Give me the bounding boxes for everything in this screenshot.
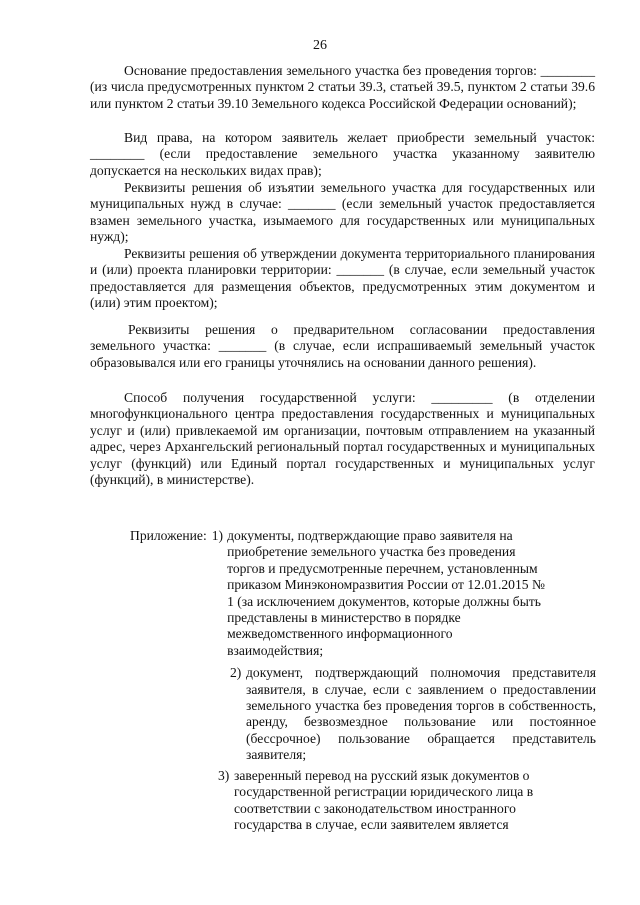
- paragraph-service-method: [90, 390, 595, 488]
- appendix-block: [130, 528, 600, 833]
- appendix-item-text: заверенный перевод на русский язык документов о государственной регистрации юридического лица в соответствии с законодательством иностранного государства в случае, если заявителем является: [234, 767, 534, 832]
- paragraph-text: Реквизиты решения о предварительном согласовании предоставления земельного участка: _______ (в случае, если испрашиваемый земельный участок образовывался или его границы уточнялись на основании данного решения).: [90, 322, 595, 370]
- paragraph-basis: [90, 63, 595, 112]
- appendix-item-number: 1): [211, 528, 224, 543]
- appendix-item-3: [130, 768, 600, 834]
- paragraph-planning-document: [90, 246, 595, 312]
- appendix-label: Приложение:: [130, 528, 207, 543]
- appendix-item-text: документы, подтверждающие право заявителя на приобретение земельного участка без проведения торгов и предусмотренные перечнем, установленным приказом Минэкономразвития России от 12.01.2015 № 1 (за исключением документов, которые должны быть представлены в министерство в порядке межведомственного информационного взаимодействия;: [227, 528, 545, 658]
- paragraph-text: Основание предоставления земельного участка без проведения торгов: ________ (из числа предусмотренных пунктом 2 статьи 39.3, статьей 39.5, пунктом 2 статьи 39.6 или пунктом 2 статьи 39.10 Земельного кодекса Российской Федерации оснований);: [90, 63, 595, 111]
- appendix-item-1: [130, 528, 600, 659]
- appendix-item-number: 2): [230, 665, 242, 681]
- appendix-item-text: документ, подтверждающий полномочия представителя заявителя, в случае, если с заявлением о предоставлении земельного участка без проведения торгов в собственность, аренду, безвозмездное пользование или постоянное (бессрочное) пользование обращается представитель заявителя;: [246, 665, 596, 763]
- paragraph-right-type: [90, 130, 595, 179]
- paragraph-text: Вид права, на котором заявитель желает приобрести земельный участок: ________ (если предоставление земельного участка указанному заявителю допускается на нескольких видах прав);: [90, 130, 595, 178]
- paragraph-seizure-decision: [90, 180, 595, 246]
- appendix-item-2: [130, 665, 600, 763]
- appendix-item-number: 3): [218, 767, 230, 783]
- paragraph-text: Реквизиты решения об изъятии земельного участка для государственных или муниципальных нужд в случае: _______ (если земельный участок предоставляется взамен земельного участка, изымаемого для государственных или муниципальных нужд);: [90, 180, 595, 245]
- page-number: 26: [313, 38, 327, 53]
- paragraph-preliminary-approval: [90, 322, 595, 371]
- paragraph-text: Реквизиты решения об утверждении документа территориального планирования и (или) проекта планировки территории: _______ (в случае, если земельный участок предоставляется для размещения объектов, предусмотренных этим документом и (или) этим проектом);: [90, 246, 595, 311]
- paragraph-text: Способ получения государственной услуги: _________ (в отделении многофункционального центра предоставления государственных и муниципальных услуг и (или) привлекаемой им организации, почтовым отправлением на указанный адрес, через Архангельский региональный портал государственных и муниципальных услуг (функций) или Единый портал государственных и муниципальных услуг (функций), в министерстве).: [90, 390, 595, 488]
